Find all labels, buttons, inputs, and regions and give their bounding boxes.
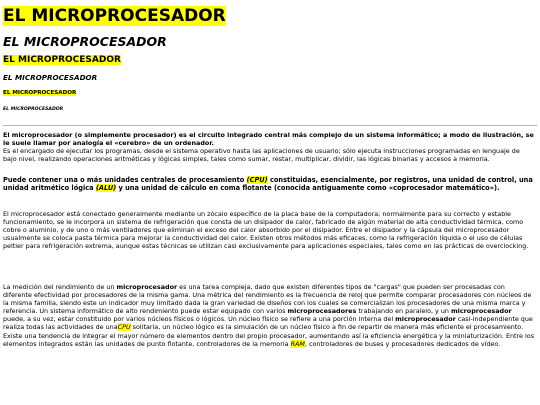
perf-text-6: solitaria, un núcleo lógico es la simulación de un núcleo físico a fin de repartir de manera más eficiente el procesamiento. Existe una tendencia de integrar el mayor número de elementos dentro del propio procesador, aumentando así la eficiencia energética y la miniaturización. Entre los elementos integrados están las unidades de punto flotante, controladores de la memoria xyxy=(3,323,535,348)
units-paragraph xyxy=(3,176,535,192)
units-text-2: constituidas, esencialmente, por registros, una unidad de control, una unidad aritmético lógica xyxy=(3,176,533,193)
perf-bold-2: microprocesadores xyxy=(287,307,357,316)
perf-bold-3: microprocesador xyxy=(451,307,512,316)
units-text-1: Puede contener una o más unidades centrales de procesamiento xyxy=(3,176,247,184)
perf-text-7: , controladores de buses y procesadores dedicados de vídeo. xyxy=(304,339,501,348)
cpu-highlight: (CPU) xyxy=(246,176,268,184)
perf-text-3: trabajando en paralelo, y un xyxy=(356,307,452,316)
heading-1-text: EL MICROPROCESADOR xyxy=(3,6,226,26)
alu-highlight: (ALU) xyxy=(95,184,117,193)
perf-text-5: casi-independiente que realiza todas las actividades de una xyxy=(3,315,533,332)
units-text-3: y una unidad de cálculo en coma flotante (conocida antiguamente como «coprocesador matemático»). xyxy=(116,184,500,193)
heading-5-text: EL MICROPROCESADOR xyxy=(3,90,77,96)
perf-bold-4: microprocesador xyxy=(395,315,456,324)
heading-1 xyxy=(3,7,226,26)
heading-4: EL MICROPROCESADOR xyxy=(3,73,98,82)
perf-bold-1: microprocesador xyxy=(116,283,178,291)
heading-3 xyxy=(3,55,121,65)
perf-text-4: puede, a su vez, estar constituido por varios núcleos físicos o lógicos. Un núcleo físico se refiere a una porción interna del xyxy=(3,315,396,324)
heading-2: EL MICROPROCESADOR xyxy=(3,34,167,49)
intro-bold-text: El microprocesador (o simplemente procesador) es el circuito integrado central más complejo de un sistema informático; a modo de ilustración, se le suele llamar por analogía el «cerebro» de un ordenador. xyxy=(3,131,534,148)
perf-text-2: es una tarea compleja, dado que existen diferentes tipos de "cargas" que pueden ser procesadas con diferente efectividad por procesadores de la misma gama. Una métrica del rendimiento es la frecuencia de reloj que permite comparar procesadores con núcleos de la misma familia, siendo este un indicador muy limitado dada la gran variedad de diseños con los cuales se comercializan los procesadores de una misma marca y referencia. Un sistema informático de alto rendimiento puede estar equipado con varios xyxy=(3,283,532,316)
heading-5 xyxy=(3,90,76,96)
intro-paragraph xyxy=(3,131,535,163)
perf-cpu-highlight: CPU xyxy=(117,323,131,332)
heading-3-text: EL MICROPROCESADOR xyxy=(3,55,121,65)
ram-highlight: RAM xyxy=(290,339,305,348)
cooling-paragraph: El microprocesador está conectado generalmente mediante un zócalo específico de la placa base de la computadora; normalmente para su correcto y estable funcionamiento, se le incorpora un sistema de refrigeración que consta de un disipador de calor, fabricado de algún material de alta conductividad térmica, como cobre o aluminio, y de uno o más ventiladores que eliminan el exceso del calor absorbido por el disipador. Entre el disipador y la cápsula del microprocesador usualmente se coloca pasta térmica para mejorar la conductividad del calor. Existen otros métodos más eficaces, como la refrigeración líquida o el uso de células peltier para refrigeración extrema, aunque estas técnicas se utilizan casi exclusivamente para aplicaciones especiales, tales como en las prácticas de overclocking. xyxy=(3,210,529,251)
performance-paragraph xyxy=(3,283,535,348)
horizontal-rule xyxy=(3,125,537,126)
perf-text-1: La medición del rendimiento de un xyxy=(3,283,117,291)
heading-6: EL MICROPROCESADOR xyxy=(3,107,64,112)
intro-text: Es el encargado de ejecutar los programas, desde el sistema operativo hasta las aplicaciones de usuario; sólo ejecuta instrucciones programadas en lenguaje de bajo nivel, realizando operaciones aritméticas y lógicas simples, tales como sumar, restar, multiplicar, dividir, las lógicas binarias y accesos a memoria. xyxy=(3,147,520,164)
